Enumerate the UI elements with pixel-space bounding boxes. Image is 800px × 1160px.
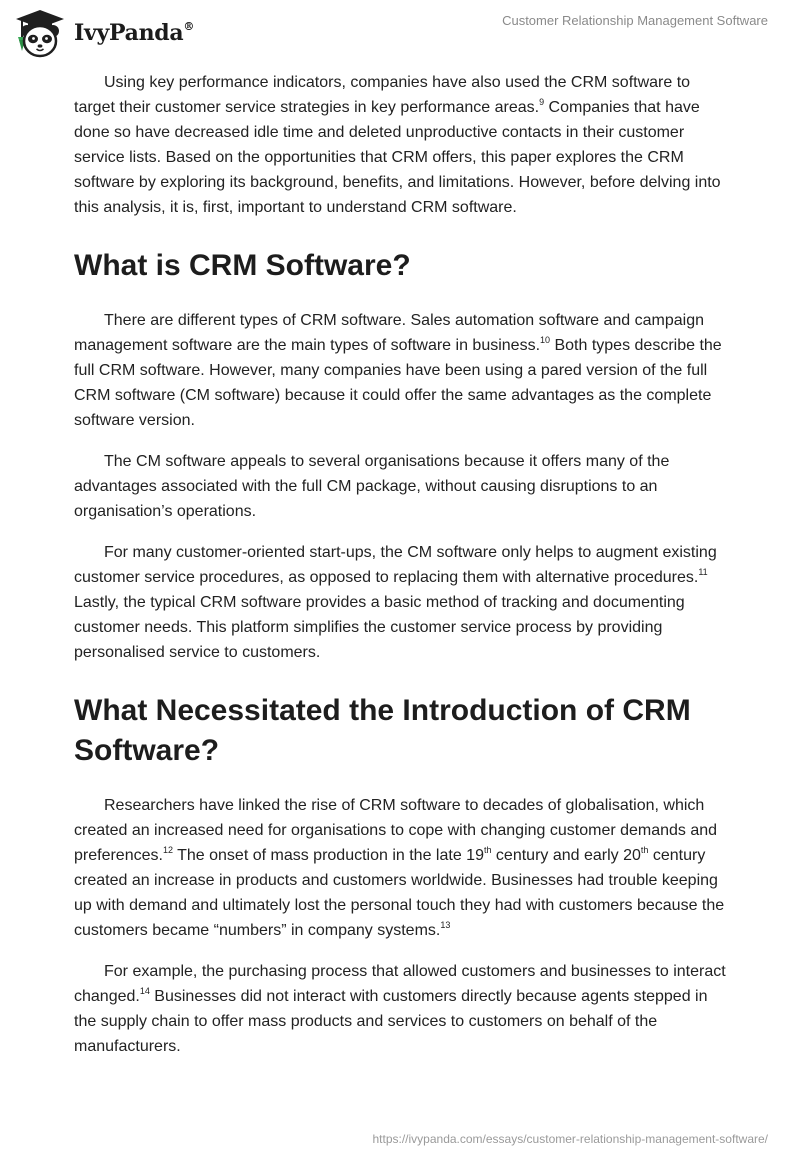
heading-what-necessitated: What Necessitated the Introduction of CRM Software? xyxy=(74,694,691,767)
footnote-ref: 11 xyxy=(698,567,708,577)
ordinal-suffix: th xyxy=(640,845,649,855)
paragraph-kpi: Using key performance indicators, companies have also used the CRM software to target their customer service strategies in key performance areas.$^9$ Companies that have done so have decreased idle time and deleted unproductive contacts in their customer service lists. Based on the opportunities that CRM offers, this paper explores the CRM software by exploring its background, benefits, and limitations. However, before delving into this analysis, it is, first, important to understand CRM software. xyxy=(74,74,721,216)
footnote-ref: 12 xyxy=(162,845,173,855)
footnote-ref: 14 xyxy=(139,986,150,996)
paragraph-startups: For many customer-oriented start-ups, the CM software only helps to augment existing customer service procedures, as opposed to replacing them with alternative procedures.$^{11}$ Lastly, the typical CRM software provides a basic method of tracking and documenting customer needs. This platform simplifies the customer service process by providing personalised service to customers. xyxy=(74,544,717,661)
footnote-ref: 13 xyxy=(440,920,451,930)
footnote-ref: 10 xyxy=(540,335,551,345)
paragraph-purchasing: For example, the purchasing process that allowed customers and businesses to interact changed.$^{14}$ Businesses did not interact with customers directly because agents stepped in the supply chain to offer mass products and services to customers on behalf of the manufacturers. xyxy=(74,963,726,1055)
footnote-ref: 9 xyxy=(539,97,545,107)
paragraph-globalisation: Researchers have linked the rise of CRM software to decades of globalisation, which created an increased need for organisations to cope with changing customer demands and preferences.$^{12}$ The onset of mass production in the late 19th century and early 20th century created an increase in products and customers worldwide. Businesses had trouble keeping up with demand and ultimately lost the personal touch they had with customers because the customers became “numbers” in company systems.$^{13}$ xyxy=(74,797,725,939)
brand-name: IvyPanda® xyxy=(74,20,195,46)
paragraph-crm-types: There are different types of CRM software. Sales automation software and campaign management software are the main types of software in business.$^{10}$ Both types describe the full CRM software. However, many companies have been using a pared version of the full CRM software (CM software) because it could offer the same advantages as the complete software version. xyxy=(74,312,722,429)
panda-graduate-icon xyxy=(14,7,66,59)
essay-content xyxy=(74,70,734,1075)
paragraph-cm-appeal: The CM software appeals to several organisations because it offers many of the advantages associated with the full CM package, without causing disruptions to an organisation’s operations. xyxy=(74,453,670,520)
ivypanda-logo[interactable] xyxy=(14,7,194,59)
source-url[interactable]: https://ivypanda.com/essays/customer-relationship-management-software/ xyxy=(372,1132,768,1146)
document-title: Customer Relationship Management Software xyxy=(502,13,768,28)
page-header xyxy=(0,0,800,62)
registered-mark: ® xyxy=(183,20,195,33)
ordinal-suffix: th xyxy=(483,845,492,855)
heading-what-is-crm: What is CRM Software? xyxy=(74,249,411,282)
